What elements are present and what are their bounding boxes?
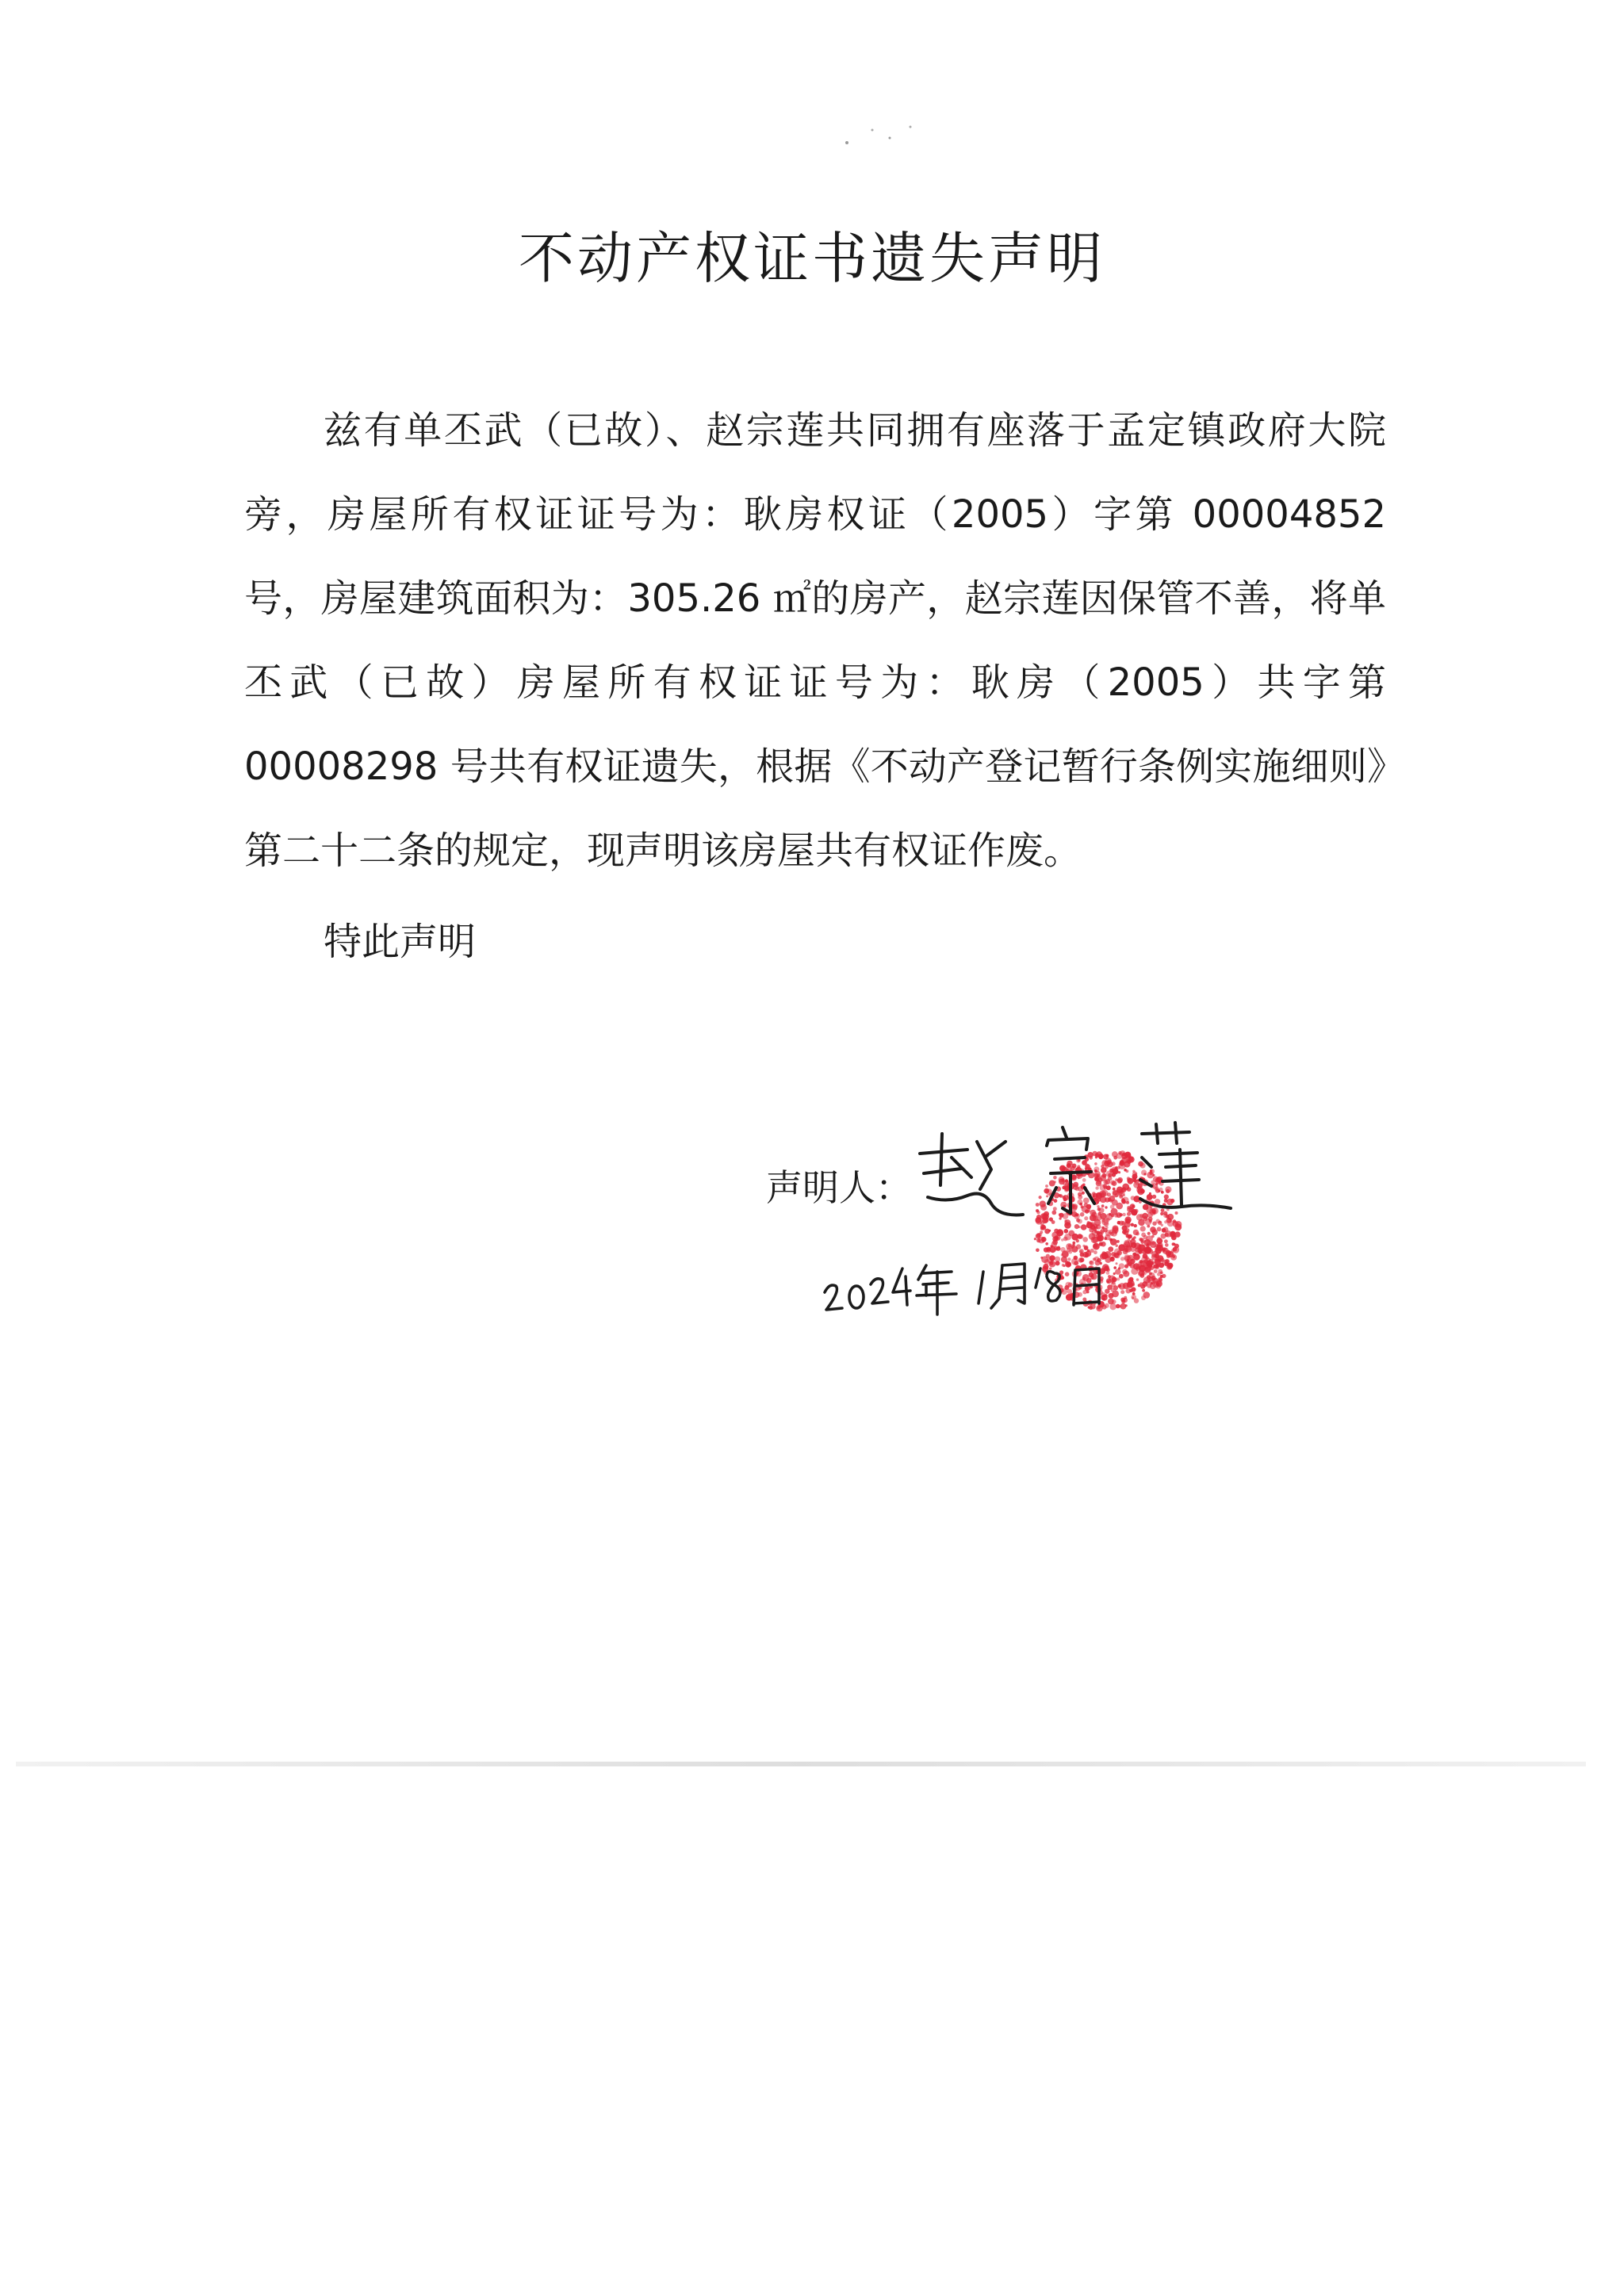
seal-dot bbox=[1153, 1281, 1159, 1288]
scan-speckles bbox=[841, 119, 920, 151]
seal-dot bbox=[1168, 1265, 1171, 1269]
seal-dot bbox=[1166, 1250, 1172, 1257]
seal-dot bbox=[1157, 1237, 1160, 1240]
handwritten-date bbox=[817, 1237, 1150, 1324]
page-title: 不动产权证书遗失声明 bbox=[519, 226, 1105, 291]
seal-dot bbox=[1164, 1239, 1168, 1243]
seal-dot bbox=[1174, 1243, 1176, 1246]
seal-dot bbox=[1155, 1257, 1161, 1262]
declaration-body bbox=[244, 388, 1386, 893]
handwritten-signature bbox=[904, 1110, 1237, 1237]
seal-dot bbox=[1166, 1259, 1170, 1263]
seal-dot bbox=[1155, 1247, 1162, 1254]
declarant-label: 声明人： bbox=[766, 1166, 912, 1209]
seal-dot bbox=[1170, 1254, 1177, 1261]
seal-dot bbox=[1171, 1249, 1174, 1253]
seal-dot bbox=[1153, 1265, 1157, 1269]
seal-dot bbox=[1151, 1242, 1155, 1246]
seal-dot bbox=[1154, 1269, 1158, 1273]
closing-statement: 特此声明 bbox=[324, 920, 477, 964]
seal-dot bbox=[1165, 1243, 1169, 1247]
scan-artifact-line bbox=[16, 1762, 1586, 1766]
body-paragraph: 兹有单丕武（已故）、赵宗莲共同拥有座落于孟定镇政府大院旁，房屋所有权证证号为：耿房权证（2005）字第 00004852 号，房屋建筑面积为：305.26 ㎡的房产，赵宗莲因保管不善，将单丕武（已故）房屋所有权证证号为：耿房（2005）共字第 00008298 号共有权证遗失，根据《不动产登记暂行条例实施细则》第二十二条的规定，现声明该房屋共有权证作废。 bbox=[244, 408, 1386, 873]
seal-dot bbox=[1160, 1275, 1163, 1278]
